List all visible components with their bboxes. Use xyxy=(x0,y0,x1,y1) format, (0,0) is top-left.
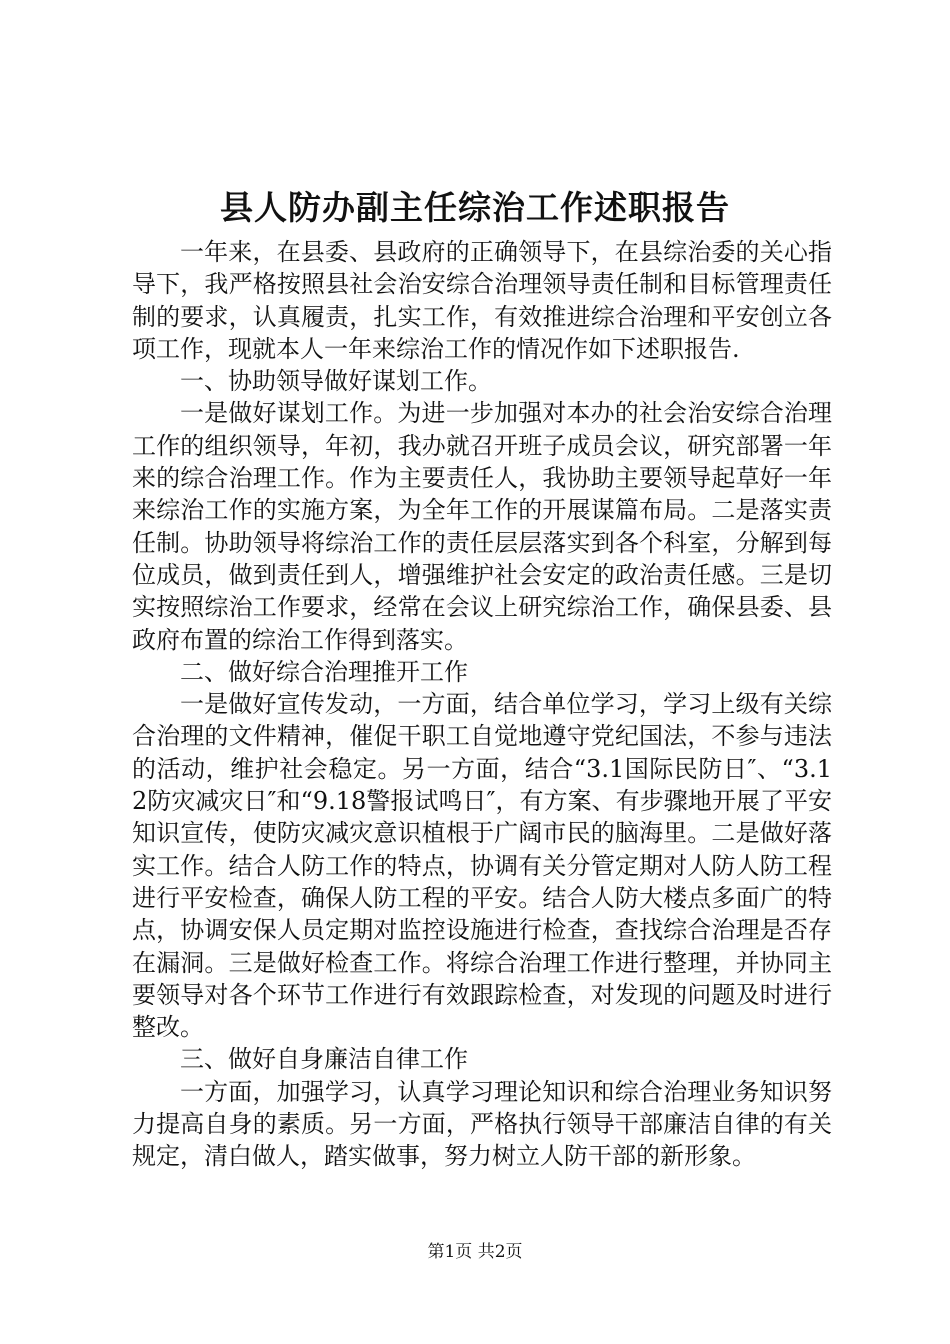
paragraph-section-2: 一是做好宣传发动，一方面，结合单位学习，学习上级有关综合治理的文件精神，催促干职工自觉地遵守党纪国法，不参与违法的活动，维护社会稳定。另一方面，结合“3.1国际民防日″、“3.12防灾减灾日″和“9.18警报试鸣日″，有方案、有步骤地开展了平安知识宣传，使防灾减灾意识植根于广阔市民的脑海里。二是做好落实工作。结合人防工作的特点，协调有关分管定期对人防人防工程进行平安检查，确保人防工程的平安。结合人防大楼点多面广的特点，协调安保人员定期对监控设施进行检查，查找综合治理是否存在漏洞。三是做好检查工作。将综合治理工作进行整理，并协同主要领导对各个环节工作进行有效跟踪检查，对发现的问题及时进行整改。 xyxy=(132,690,832,1042)
section-heading-2: 二、做好综合治理推开工作 xyxy=(180,657,468,686)
paragraph-section-3: 一方面，加强学习，认真学习理论知识和综合治理业务知识努力提高自身的素质。另一方面，严格执行领导干部廉洁自律的有关规定，清白做人，踏实做事，努力树立人防干部的新形象。 xyxy=(132,1077,832,1171)
section-heading-1: 一、协助领导做好谋划工作。 xyxy=(180,367,492,396)
paragraph-intro: 一年来，在县委、县政府的正确领导下，在县综治委的关心指导下，我严格按照县社会治安综合治理领导责任制和目标管理责任制的要求，认真履责，扎实工作，有效推进综合治理和平安创立各项工作，现就本人一年来综治工作的情况作如下述职报告. xyxy=(132,238,832,363)
paragraph-section-1: 一是做好谋划工作。为进一步加强对本办的社会治安综合治理工作的组织领导，年初，我办就召开班子成员会议，研究部署一年来的综合治理工作。作为主要责任人，我协助主要领导起草好一年来综治工作的实施方案，为全年工作的开展谋篇布局。二是落实责任制。协助领导将综治工作的责任层层落实到各个科室，分解到每位成员，做到责任到人，增强维护社会安定的政治责任感。三是切实按照综治工作要求，经常在会议上研究综治工作，确保县委、县政府布置的综治工作得到落实。 xyxy=(132,399,832,654)
document-title: 县人防办副主任综治工作述职报告 xyxy=(220,188,730,227)
section-heading-3: 三、做好自身廉洁自律工作 xyxy=(180,1045,468,1074)
document-body xyxy=(132,236,832,1173)
page-footer: 第1页 共2页 xyxy=(427,1242,523,1262)
